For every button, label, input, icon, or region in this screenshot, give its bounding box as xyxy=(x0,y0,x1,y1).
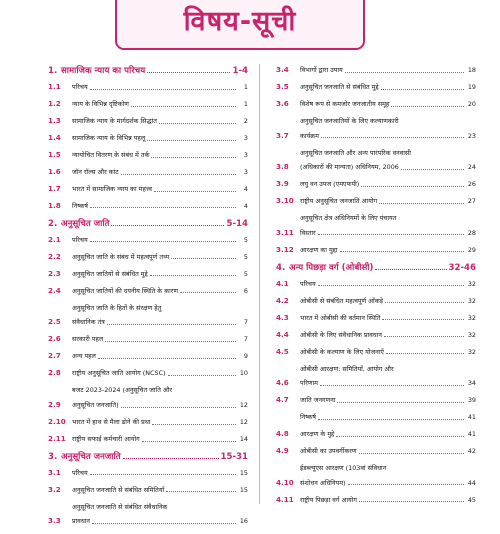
page-number: 7 xyxy=(243,335,248,344)
section-title: ओबीसी के कल्याण के लिए योजनाएँ xyxy=(300,347,384,356)
toc-entry[interactable] xyxy=(276,66,476,75)
dot-leader xyxy=(147,72,230,73)
section-number: 1.1 xyxy=(48,82,61,91)
dot-leader xyxy=(180,292,236,293)
section-number: 1.7 xyxy=(48,183,61,193)
section-title-line1: ईडब्ल्यूएस आरक्षण (103वां संविधान xyxy=(300,464,387,473)
toc-entry[interactable] xyxy=(276,396,476,405)
section-title: सरकारी पहल xyxy=(72,335,104,344)
section-title-line2-row xyxy=(300,229,476,238)
toc-entry[interactable] xyxy=(48,100,248,109)
section-title-line2: कार्यक्रम xyxy=(300,131,319,140)
toc-entry[interactable] xyxy=(276,365,476,388)
page-number: 1 xyxy=(243,83,248,91)
section-number: 3.12 xyxy=(276,244,294,254)
toc-entry[interactable] xyxy=(48,486,248,495)
page-number: 16 xyxy=(239,517,248,526)
section-number: 2.6 xyxy=(48,334,61,344)
section-title: राष्ट्रीय अनुसूचित जनजाति आयोग xyxy=(300,197,378,206)
section-title-line1: अनुसूचित क्षेत्र अधिनियमों के लिए पंचायत xyxy=(300,214,397,223)
section-number: 3.10 xyxy=(276,196,294,206)
page-number: 42 xyxy=(467,447,476,456)
toc-entry[interactable] xyxy=(48,117,248,126)
dot-leader xyxy=(154,191,236,192)
page-number: 27 xyxy=(467,197,476,206)
section-number: 1.6 xyxy=(48,166,61,176)
page-number: 34 xyxy=(467,379,476,388)
section-number: 2.2 xyxy=(48,251,61,261)
toc-entry[interactable] xyxy=(48,386,248,409)
dot-leader xyxy=(168,375,236,376)
dot-leader xyxy=(166,491,236,492)
section-number: 1.2 xyxy=(48,98,61,108)
section-number: 4.4 xyxy=(276,329,289,339)
page-number: 32 xyxy=(467,296,476,305)
dot-leader xyxy=(90,207,236,208)
section-title: राष्ट्रीय सफाई कर्मचारी आयोग xyxy=(72,434,140,443)
section-title: परिचय xyxy=(72,468,88,477)
section-title: ओबीसी का उपवर्गीकरण xyxy=(300,447,357,456)
section-number: 4.8 xyxy=(276,429,289,439)
chapter-page-range: 15-31 xyxy=(220,451,248,462)
section-number: 4.5 xyxy=(276,346,289,356)
toc-entry[interactable] xyxy=(276,246,476,255)
toc-entry[interactable] xyxy=(48,335,248,344)
toc-entry[interactable] xyxy=(276,314,476,323)
dot-leader xyxy=(150,275,236,276)
toc-entry[interactable] xyxy=(276,464,476,487)
dot-leader xyxy=(359,453,464,454)
chapter-heading[interactable] xyxy=(48,219,248,230)
section-title-block xyxy=(72,503,248,526)
page-number: 18 xyxy=(467,66,476,74)
section-title: जाति जनगणना xyxy=(300,396,336,405)
page-number: 39 xyxy=(467,396,476,405)
section-title: अन्य पहल xyxy=(72,352,96,361)
dot-leader xyxy=(123,458,219,459)
section-title: ओबीसी से संबंधित महत्वपूर्ण आँकड़े xyxy=(300,296,384,305)
section-number: 4.9 xyxy=(276,446,289,456)
section-title: अनुसूचित जाति के संबंध में महत्वपूर्ण तथ्य xyxy=(72,252,170,261)
dot-leader xyxy=(401,169,464,170)
toc-entry[interactable] xyxy=(48,185,248,194)
page-number: 10 xyxy=(239,369,248,378)
section-number: 3.11 xyxy=(276,227,294,237)
toc-entry[interactable] xyxy=(48,503,248,526)
section-number: 2.9 xyxy=(48,399,61,409)
toc-entry[interactable] xyxy=(48,151,248,160)
dot-leader xyxy=(384,336,464,337)
section-number: 2.7 xyxy=(48,351,61,361)
toc-entry[interactable] xyxy=(276,331,476,340)
section-number: 2.10 xyxy=(48,416,66,426)
section-title: न्यायोचित वितरण के संबंध में तर्क xyxy=(72,150,150,159)
dot-leader xyxy=(152,424,236,425)
section-title: लघु वन उपज (एमएफपी) xyxy=(300,180,360,189)
section-title: राष्ट्रीय अनुसूचित जाति आयोग (NCSC) xyxy=(72,369,166,378)
chapter-title: अन्य पिछड़ा वर्ग (ओबीसी) xyxy=(289,262,374,273)
section-title-block xyxy=(300,149,476,172)
dot-leader xyxy=(121,407,236,408)
section-title-line1: ओबीसी आरक्षण: समितियाँ, आयोग और xyxy=(300,364,394,373)
toc-entry[interactable] xyxy=(276,100,476,109)
dot-leader xyxy=(159,123,236,124)
section-number: 2.4 xyxy=(48,285,61,295)
page-number: 28 xyxy=(467,228,476,237)
section-title-line2-row xyxy=(72,401,248,410)
section-title: न्याय के विभिन्न दृष्टिकोण xyxy=(72,99,129,108)
toc-entry[interactable] xyxy=(276,83,476,92)
dot-leader xyxy=(337,402,464,403)
section-title-line2: अनुसूचित जनजाति) xyxy=(72,400,119,409)
section-title: निष्कर्ष xyxy=(72,201,88,210)
page-number: 32 xyxy=(467,347,476,356)
section-title: अनुसूचित जातियों से संबंधित मुद्दे xyxy=(72,269,148,278)
chapter-heading[interactable] xyxy=(48,452,248,463)
dot-leader xyxy=(381,89,464,90)
dot-leader xyxy=(385,302,464,303)
page-number: 5 xyxy=(243,269,248,278)
section-number: 3.1 xyxy=(48,467,61,477)
section-number: 1.3 xyxy=(48,115,61,125)
page-number: 4 xyxy=(243,201,248,210)
section-number: 4.7 xyxy=(276,395,289,405)
chapter-title: सामाजिक न्याय का परिचय xyxy=(61,66,146,76)
dot-leader xyxy=(321,137,464,138)
dot-leader xyxy=(345,72,464,73)
dot-leader xyxy=(320,385,464,386)
dot-leader xyxy=(131,106,236,107)
section-title-line1: अनुसूचित जनजाति से संबंधित संवैधानिक xyxy=(72,502,168,511)
toc-entry[interactable] xyxy=(48,168,248,177)
section-title-line2: संवैधानिक तंत्र xyxy=(72,318,105,327)
toc-entry[interactable] xyxy=(48,236,248,245)
page-number: 41 xyxy=(467,430,476,439)
toc-entry[interactable] xyxy=(48,202,248,211)
chapter-title: अनुसूचित जनजाति xyxy=(61,451,121,462)
toc-entry[interactable] xyxy=(48,435,248,444)
toc-entry[interactable] xyxy=(276,197,476,206)
section-number: 4.10 xyxy=(276,477,294,487)
toc-entry[interactable] xyxy=(276,348,476,357)
toc-right-column xyxy=(276,66,476,513)
toc-entry[interactable] xyxy=(276,117,476,140)
section-title-block xyxy=(300,464,476,487)
chapter-number: 1. xyxy=(48,66,58,76)
dot-leader xyxy=(107,324,236,325)
toc-entry[interactable] xyxy=(276,447,476,456)
section-number: 3.7 xyxy=(276,130,289,140)
section-number: 2.8 xyxy=(48,368,61,378)
chapter-page-range: 32-46 xyxy=(448,262,476,273)
section-title-line2: प्रावधान xyxy=(72,517,90,526)
dot-leader xyxy=(318,285,464,286)
section-title: भारत में ओबीसी की वर्तमान स्थिति xyxy=(300,313,381,322)
section-title-line2-row xyxy=(72,318,248,327)
column-divider xyxy=(259,64,260,504)
section-title: आरक्षण के मुद्दे xyxy=(300,430,335,439)
page-number: 44 xyxy=(467,478,476,487)
section-number: 4.2 xyxy=(276,295,289,305)
section-title: अनुसूचित जनजाति से संबंधित समितियाँ xyxy=(72,485,165,494)
page-number: 20 xyxy=(467,99,476,108)
section-title-line2: (अधिकारों की मान्यता) अधिनियम, 2006 xyxy=(300,163,399,172)
section-number: 1.4 xyxy=(48,132,61,142)
dot-leader xyxy=(340,251,464,252)
chapter-page-range: 5-14 xyxy=(226,218,248,229)
chapter-title: अनुसूचित जाति xyxy=(61,218,110,229)
section-title: राष्ट्रीय पिछड़ा वर्ग आयोग xyxy=(300,495,357,504)
page-number: 2 xyxy=(243,116,248,125)
page-number: 29 xyxy=(467,245,476,254)
section-number: 3.2 xyxy=(48,484,61,494)
section-title-line1: अनुसूचित जनजातियों के लिए कल्याणकारी xyxy=(300,116,399,125)
section-title: परिचय xyxy=(72,235,88,244)
dot-leader xyxy=(111,225,224,226)
toc-entry[interactable] xyxy=(276,430,476,439)
section-title: अनुसूचित जनजाति से संबंधित मुद्दे xyxy=(300,82,379,91)
section-number: 2.3 xyxy=(48,268,61,278)
toc-entry[interactable] xyxy=(276,214,476,237)
section-number: 3.3 xyxy=(48,516,61,526)
page-number: 1 xyxy=(243,99,248,108)
section-number: 2.11 xyxy=(48,433,66,443)
section-title: सामाजिक न्याय के विभिन्न पहलू xyxy=(72,133,146,142)
chapter-number: 4. xyxy=(276,262,286,273)
dot-leader xyxy=(98,358,236,359)
section-title-line2: संशोधन अधिनियम) xyxy=(300,478,346,487)
page-number: 23 xyxy=(467,131,476,140)
page-number: 32 xyxy=(467,279,476,288)
dot-leader xyxy=(391,106,464,107)
page-number: 12 xyxy=(239,417,248,426)
dot-leader xyxy=(336,436,464,437)
page-number: 45 xyxy=(467,495,476,504)
page-title: विषय-सूची xyxy=(183,5,297,37)
section-number: 4.11 xyxy=(276,494,294,504)
dot-leader xyxy=(151,157,236,158)
page-number: 6 xyxy=(243,286,248,295)
dot-leader xyxy=(90,474,236,475)
toc-entry[interactable] xyxy=(276,149,476,172)
section-title-line1: अनुसूचित जनजाति और अन्य पारंपरिक वनवासी xyxy=(300,148,411,157)
page-number: 26 xyxy=(467,180,476,189)
toc-entry[interactable] xyxy=(276,180,476,189)
page-number: 5 xyxy=(243,235,248,244)
section-number: 2.5 xyxy=(48,317,61,327)
page-number: 3 xyxy=(243,133,248,142)
section-title-block xyxy=(300,365,476,388)
section-title: ओबीसी के लिए संवैधानिक प्रावधान xyxy=(300,330,382,339)
section-title: भारत में हाथ से मैला ढोने की प्रथा xyxy=(72,417,151,426)
section-title-line2-row xyxy=(300,132,476,141)
toc-entry[interactable] xyxy=(48,369,248,378)
page-number: 41 xyxy=(467,413,476,422)
page-number: 19 xyxy=(467,82,476,91)
section-title: विशेष रूप से कमजोर जनजातीय समूह xyxy=(300,99,390,108)
section-title-line2-row xyxy=(300,163,476,172)
dot-leader xyxy=(142,441,236,442)
chapter-number: 3. xyxy=(48,451,58,462)
toc-entry[interactable] xyxy=(48,418,248,427)
section-title-line2-row xyxy=(300,379,476,388)
dot-leader xyxy=(348,484,464,485)
section-title-block xyxy=(300,214,476,237)
chapter-heading[interactable] xyxy=(48,66,248,77)
title-banner xyxy=(115,0,365,50)
page-number: 9 xyxy=(243,352,248,361)
dot-leader xyxy=(386,353,464,354)
section-title: आरक्षण का मुद्दा xyxy=(300,245,338,254)
dot-leader xyxy=(359,501,464,502)
section-title: विभागों द्वारा उपाय xyxy=(300,66,343,74)
page-number: 3 xyxy=(243,150,248,159)
page-number: 5 xyxy=(243,252,248,261)
dot-leader xyxy=(105,341,236,342)
section-title-block xyxy=(72,304,248,327)
section-title-line2: परिणाम xyxy=(300,379,318,388)
section-title: परिचय xyxy=(300,279,316,288)
section-number: 3.4 xyxy=(276,65,289,74)
section-number: 4.3 xyxy=(276,312,289,322)
section-title: अनुसूचित जातियों की दयनीय स्थिति के कारण xyxy=(72,286,179,295)
toc-entry[interactable] xyxy=(48,469,248,478)
section-title-line2: विस्तार xyxy=(300,228,316,237)
section-number: 3.9 xyxy=(276,179,289,189)
section-title: परिचय xyxy=(72,83,88,91)
section-title-line1: अनुसूचित जाति के हितों के संरक्षण हेतु xyxy=(72,303,162,312)
section-title: निष्कर्ष xyxy=(300,413,316,422)
section-number: 1.5 xyxy=(48,149,61,159)
toc-entry[interactable] xyxy=(48,83,248,92)
dot-leader xyxy=(121,174,236,175)
page-number: 15 xyxy=(239,485,248,494)
toc-entry[interactable] xyxy=(48,304,248,327)
page-number: 3 xyxy=(243,167,248,176)
dot-leader xyxy=(171,258,236,259)
section-title-line1: बजट 2023-2024 (अनुसूचित जाति और xyxy=(72,386,173,395)
section-title-block xyxy=(72,386,248,409)
section-number: 4.6 xyxy=(276,378,289,388)
page-number: 32 xyxy=(467,330,476,339)
section-number: 2.1 xyxy=(48,234,61,244)
section-number: 3.5 xyxy=(276,81,289,91)
chapter-heading[interactable] xyxy=(276,263,476,274)
dot-leader xyxy=(318,419,464,420)
page-number: 14 xyxy=(239,434,248,443)
dot-leader xyxy=(361,186,464,187)
section-title: जॉन रॉल्स और कांट xyxy=(72,167,119,176)
section-title-line2-row xyxy=(300,479,476,488)
page-number: 12 xyxy=(239,400,248,409)
section-title-block xyxy=(300,117,476,140)
dot-leader xyxy=(147,140,236,141)
toc-entry[interactable] xyxy=(48,287,248,296)
section-number: 1.8 xyxy=(48,200,61,210)
dot-leader xyxy=(90,89,236,90)
dot-leader xyxy=(92,523,236,524)
toc-entry[interactable] xyxy=(48,253,248,262)
page-number: 32 xyxy=(467,313,476,322)
toc-entry[interactable] xyxy=(48,134,248,143)
dot-leader xyxy=(382,319,464,320)
toc-entry[interactable] xyxy=(276,280,476,289)
page-number: 15 xyxy=(239,468,248,477)
dot-leader xyxy=(379,203,464,204)
dot-leader xyxy=(90,241,236,242)
dot-leader xyxy=(375,269,446,270)
toc-entry[interactable] xyxy=(48,270,248,279)
toc-entry[interactable] xyxy=(276,413,476,422)
section-title-line2-row xyxy=(72,517,248,526)
page-number: 7 xyxy=(243,318,248,327)
page-number: 24 xyxy=(467,163,476,172)
section-title: भारत में सामाजिक न्याय का महत्त्व xyxy=(72,184,152,193)
toc-entry[interactable] xyxy=(48,352,248,361)
dot-leader xyxy=(318,234,464,235)
toc-entry[interactable] xyxy=(276,297,476,306)
toc-left-column xyxy=(48,66,248,534)
section-number: 3.6 xyxy=(276,98,289,108)
page-number: 4 xyxy=(243,184,248,193)
chapter-number: 2. xyxy=(48,218,58,229)
section-number: 4.1 xyxy=(276,278,289,288)
section-number: 3.8 xyxy=(276,162,289,172)
chapter-page-range: 1-4 xyxy=(232,66,248,76)
section-title: सामाजिक न्याय के मार्गदर्शक सिद्धांत xyxy=(72,116,157,125)
